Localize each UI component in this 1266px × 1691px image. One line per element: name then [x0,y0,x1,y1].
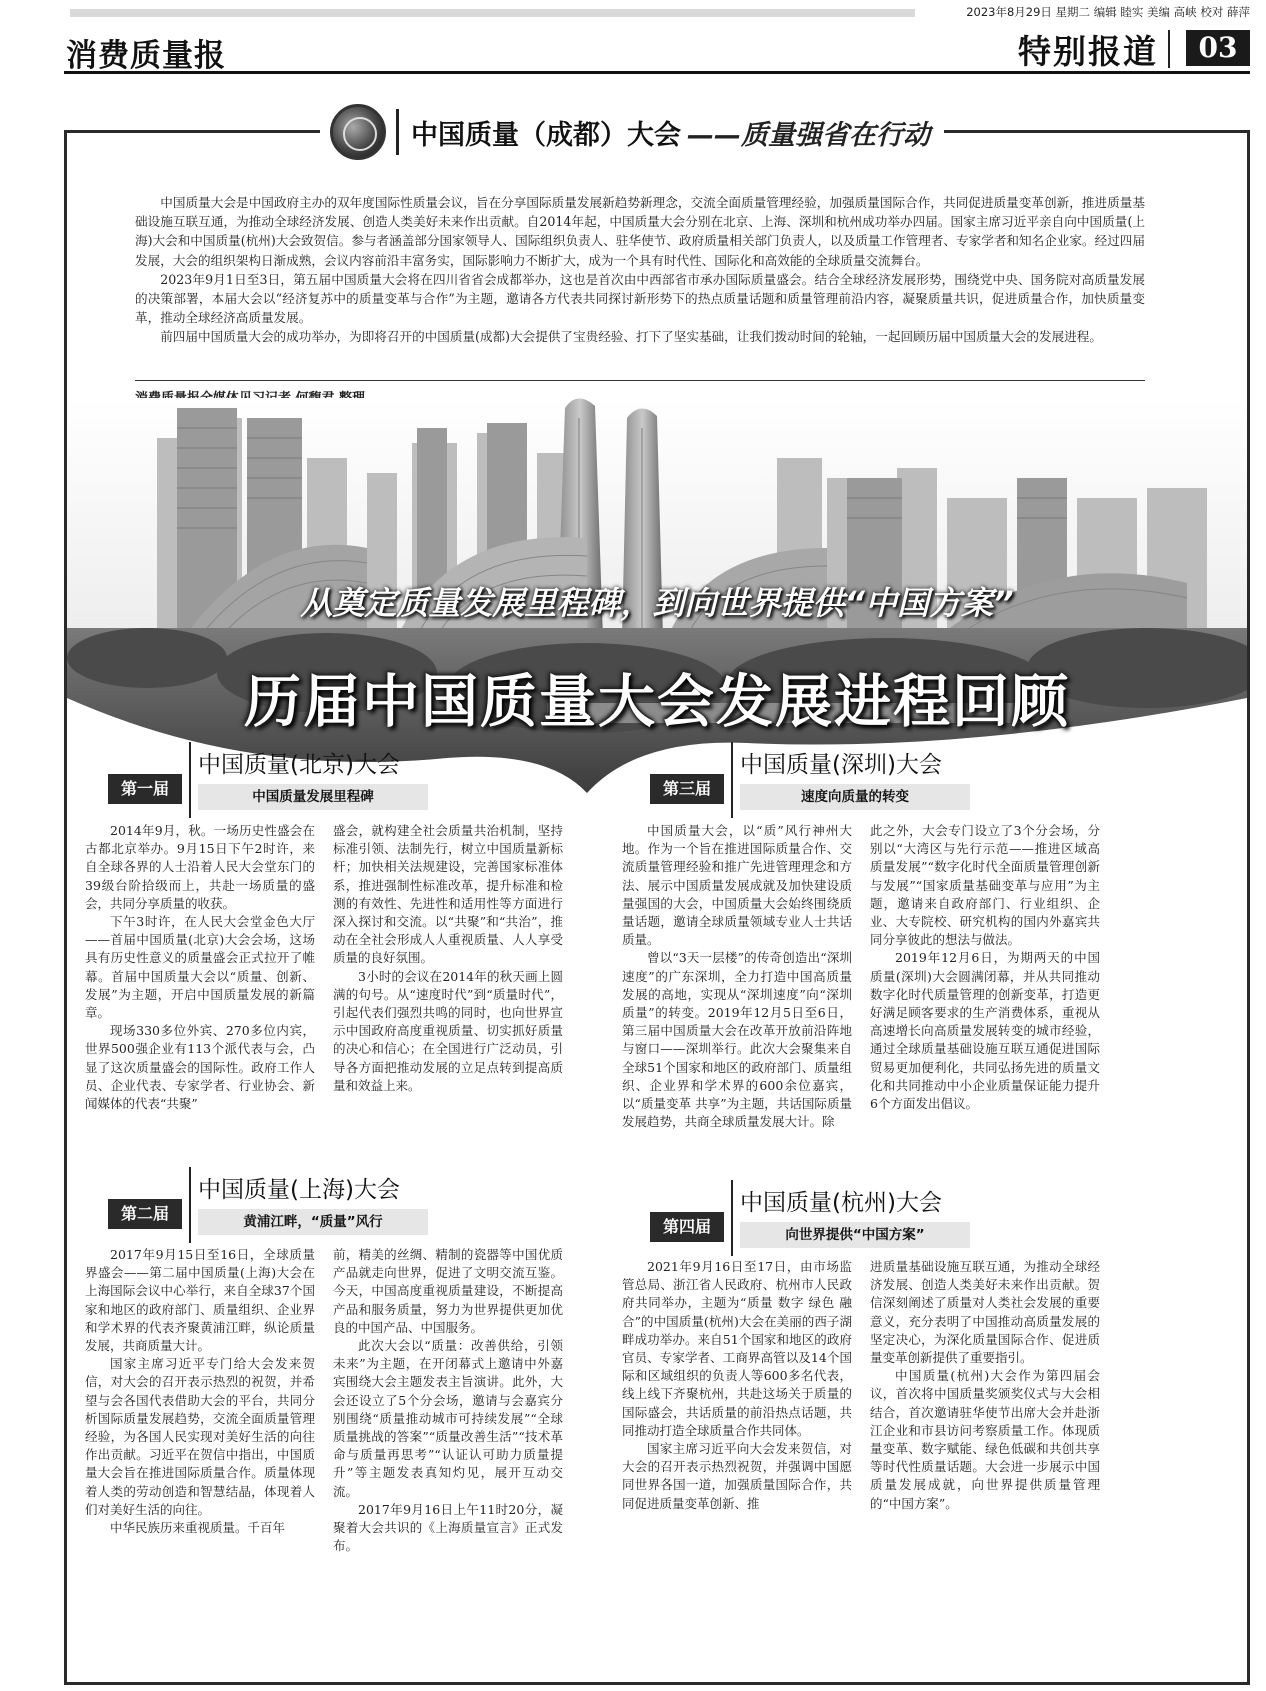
section-subtitle: 中国质量发展里程碑 [198,784,428,810]
intro-paragraph: 2023年9月1日至3日，第五届中国质量大会将在四川省省会成都举办，这也是首次由中西部省市承办国际质量盛会。结合全球经济发展形势，围绕党中央、国务院对高质量发展的决策部署，本届大会以“经济复苏中的质量变革与合作”为主题，邀请各方代表共同探讨新形势下的热点质量话题和质量管理前沿内容，凝聚质量共识，促进质量合作，加快质量变革，推动全球经济高质量发展。 [135,271,1145,326]
feature-banner [320,106,944,158]
paragraph: 2017年9月15日至16日，全球质量界盛会——第二届中国质量(上海)大会在上海国际会议中心举行，来自全球37个国家和地区的政府部门、质量组织、企业界和学术界的代表齐聚黄浦江畔，纵论质量发展，共商质量大计。 [85,1247,315,1354]
intro-text [135,193,1145,347]
text-column [333,822,563,1113]
text-column [870,822,1100,1131]
section-head-hangzhou [650,1180,1050,1260]
paragraph: 3小时的会议在2014年的秋天画上圆满的句号。从“速度时代”到“质量时代”，引起代表们强烈共鸣的同时，也向世界宣示中国政府高度重视质量、切实抓好质量的决心和信心；在全国进行广泛动员，引导各方面把推动发展的立足点转到提高质量和效益上来。 [333,968,563,1093]
text-column [85,822,315,1113]
paragraph: 中华民族历来重视质量。千百年 [110,1520,286,1536]
section-body-shenzhen [622,822,1100,1131]
paragraph: 此之外，大会专门设立了3个分会场，分别以“大湾区与先行示范——推进区域高质量发展”“数字化时代全面质量管理创新与发展”“国家质量基础变革与应用”为主题，邀请来自政府部门、行业组织、企业、大专院校、研究机构的国内外嘉宾共同分享彼此的想法与做法。 [870,823,1100,948]
section-title: 中国质量(杭州)大会 [740,1190,942,1216]
paragraph: 前，精美的丝绸、精制的瓷器等中国优质产品就走向世界，促进了文明交流互鉴。今天，中国高度重视质量建设，不断提高产品和服务质量，努力为世界提供更加优良的中国产品、中国服务。 [333,1247,563,1335]
top-strip [70,4,1250,20]
section-head-shenzhen [650,742,1050,822]
paragraph: 中国质量(杭州)大会作为第四届会议，首次将中国质量奖颁奖仪式与大会相结合，首次邀请驻华使节出席大会并赴浙江企业和市县访问考察质量工作。体现质量变革、数字赋能、绿色低碳和共创共享等时代性质量话题。大会进一步展示中国质量发展成就，向世界提供质量管理的“中国方案”。 [870,1368,1100,1511]
section-title: 中国质量(北京)大会 [198,752,400,778]
section-subtitle: 向世界提供“中国方案” [740,1222,970,1248]
edition-tag: 第四届 [650,1212,724,1242]
edition-tag: 第一届 [108,774,182,804]
paragraph: 2017年9月16日上午11时20分，凝聚着大会共识的《上海质量宣言》正式发布。 [333,1501,563,1554]
globe-icon [330,104,386,160]
section-divider [189,742,191,818]
paragraph: 进质量基础设施互联互通，为推动全球经济发展、创造人类美好未来作出贡献。贺信深刻阐述了质量对人类社会发展的重要意义，充分表明了中国推动高质量发展的坚定决心，为深化质量国际合作、促进质量变革创新提供了重要指引。 [870,1259,1100,1366]
paragraph: 现场330多位外宾、270多位内宾，世界500强企业有113个派代表与会，凸显了这次质量盛会的国际性。政府工作人员、企业代表、专家学者、行业协会、新闻媒体的代表“共聚” [85,1023,315,1112]
paragraph: 国家主席习近平向大会发来贺信，对大会的召开表示热烈祝贺，并强调中国愿同世界各国一道，加强质量国际合作，共同促进质量变革创新、推 [622,1441,852,1511]
paragraph: 中国质量大会，以“质”风行神州大地。作为一个旨在推进国际质量合作、交流质量管理经验和推广先进管理理念和方法、展示中国质量发展成就及加快建设质量强国的大会，中国质量大会始终围绕质量话题，邀请全球质量领域专业人士共话质量。 [622,823,852,948]
section-divider [731,1180,733,1256]
section-body-beijing [85,822,563,1113]
section-subtitle: 黄浦江畔，“质量”风行 [198,1209,428,1235]
masthead [64,26,1250,74]
paragraph: 2019年12月6日，为期两天的中国质量(深圳)大会圆满闭幕，并从共同推动数字化时代质量管理的创新变革，打造更好满足顾客要求的生产消费体系，重视从高速增长向高质量发展转变的城市经验，通过全球质量基础设施互联互通促进国际贸易更加便利化，共同弘扬先进的质量文化和共同推动中小企业质量保证能力提升6个方面发出倡议。 [870,950,1100,1112]
section-body-hangzhou [622,1258,1100,1513]
text-column [85,1246,315,1555]
text-column [622,822,852,1131]
section-title: 中国质量(深圳)大会 [740,752,942,778]
paragraph: 2021年9月16日至17日，由市场监管总局、浙江省人民政府、杭州市人民政府共同举办，主题为“质量 数字 绿色 融合”的中国质量(杭州)大会在美丽的西子湖畔成功举办。来自51个国家和地区的政府官员、专家学者、工商界高管以及14个国际和区域组织的负责人等600多名代表，线上线下齐聚杭州，共赴这场关于质量的国际盛会，共话质量的前沿热点话题，共同推动打造全球质量合作共同体。 [622,1259,852,1438]
section-title: 中国质量(上海)大会 [198,1177,400,1203]
edition-tag: 第三届 [650,774,724,804]
paragraph: 下午3时许，在人民大会堂金色大厅——首届中国质量(北京)大会会场，这场具有历史性意义的质量盛会正式拉开了帷幕。首届中国质量大会以“质量、创新、发展”为主题，开启中国质量发展的新篇章。 [85,914,315,1021]
hero-image [67,398,1247,793]
event-slogan: ——质量强省在行动 [687,119,930,151]
page-number: 03 [1186,30,1250,66]
paragraph: 国家主席习近平专门给大会发来贺信，对大会的召开表示热烈的祝贺，并希望与会各国代表借助大会的平台，共同分析国际质量发展趋势，交流全面质量管理经验，为各国人民实现对美好生活的向往作出贡献。习近平在贺信中指出，中国质量大会旨在推进国际质量合作。质量体现着人类的劳动创造和智慧结晶，体现着人们对美好生活的向往。 [85,1356,315,1517]
feature-kicker: 从奠定质量发展里程碑，到向世界提供“中国方案” [300,584,1014,622]
banner-divider [396,109,399,155]
intro-paragraph: 前四届中国质量大会的成功举办，为即将召开的中国质量(成都)大会提供了宝贵经验、打下了坚实基础，让我们拨动时间的轮轴，一起回顾历届中国质量大会的发展进程。 [160,329,1102,345]
section-body-shanghai [85,1246,563,1555]
text-column [870,1258,1100,1513]
section-divider [189,1167,191,1243]
text-column [333,1246,563,1555]
section-name: 特别报道 [1018,32,1158,71]
intro-paragraph: 中国质量大会是中国政府主办的双年度国际性质量会议，旨在分享国际质量发展新趋势新理念，交流全面质量管理经验，加强质量国际合作，共同促进质量变革创新，推进质量基础设施互联互通，为推动全球经济发展、创造人类美好未来作出贡献。自2014年起，中国质量大会分别在北京、上海、深圳和杭州成功举办四届。国家主席习近平亲自向中国质量(上海)大会和中国质量(杭州)大会致贺信。参与者涵盖部分国家领导人、国际组织负责人、驻华使节、政府质量相关部门负责人，以及质量工作管理者、专家学者和知名企业家。经过四届发展，大会的组织架构日渐成熟，会议内容前沿丰富务实，国际影响力不断扩大，成为一个具有时代性、国际化和高效能的全球质量交流舞台。 [135,195,1145,268]
event-name: 中国质量（成都）大会 [411,119,681,151]
paragraph: 盛会，就构建全社会质量共治机制，坚持标准引领、法制先行，树立中国质量新标杆；加快相关法规建设，完善国家标准体系，推进强制性标准改革，提升标准和检测的有效性、先进性和适用性等方面进行深入探讨和交流。以“共聚”和“共治”，推动在全社会形成人人重视质量、人人享受质量的良好氛围。 [333,823,563,966]
text-column [622,1258,852,1513]
feature-headline: 历届中国质量大会发展进程回顾 [244,669,1070,735]
section-head-shanghai [108,1167,508,1247]
section-subtitle: 速度向质量的转变 [740,784,970,810]
paragraph: 2014年9月，秋。一场历史性盛会在古都北京举办。9月15日下午2时许，来自全球各界的人士沿着人民大会堂东门的39级台阶拾级而上，共赴一场质量的盛会，共同分享质量的收获。 [85,823,315,911]
section-head-beijing [108,742,508,822]
paper-name: 消费质量报 [66,38,226,74]
intro-divider [135,380,1145,381]
dateline: 2023年8月29日 星期二 编辑 睦实 美编 高峡 校对 薛萍 [966,5,1250,19]
section-divider [731,742,733,818]
paragraph: 曾以“3天一层楼”的传奇创造出“深圳速度”的广东深圳，全力打造中国高质量发展的高地，实现从“深圳速度”向“深圳质量”的转变。2019年12月5日至6日，第三届中国质量大会在改革开放前沿阵地与窗口——深圳举行。此次大会聚集来自全球51个国家和地区的政府部门、质量组织、企业界和学术界的600余位嘉宾，以“质量变革 共享”为主题，共话国际质量发展趋势，共商全球质量发展大计。除 [622,950,852,1130]
edition-tag: 第二届 [108,1199,182,1229]
paragraph: 此次大会以“质量：改善供给，引领未来”为主题，在开闭幕式上邀请中外嘉宾围绕大会主题发表主旨演讲。此外，大会还设立了5个分会场，邀请与会嘉宾分别围绕“质量推动城市可持续发展”“全球质量挑战的答案”“质量改善生活”“技术革命与质量再思考”“认证认可助力质量提升”等主题发表真知灼见，展开互动交流。 [333,1338,563,1499]
top-gray-rule [70,9,915,17]
masthead-divider [1168,30,1170,68]
